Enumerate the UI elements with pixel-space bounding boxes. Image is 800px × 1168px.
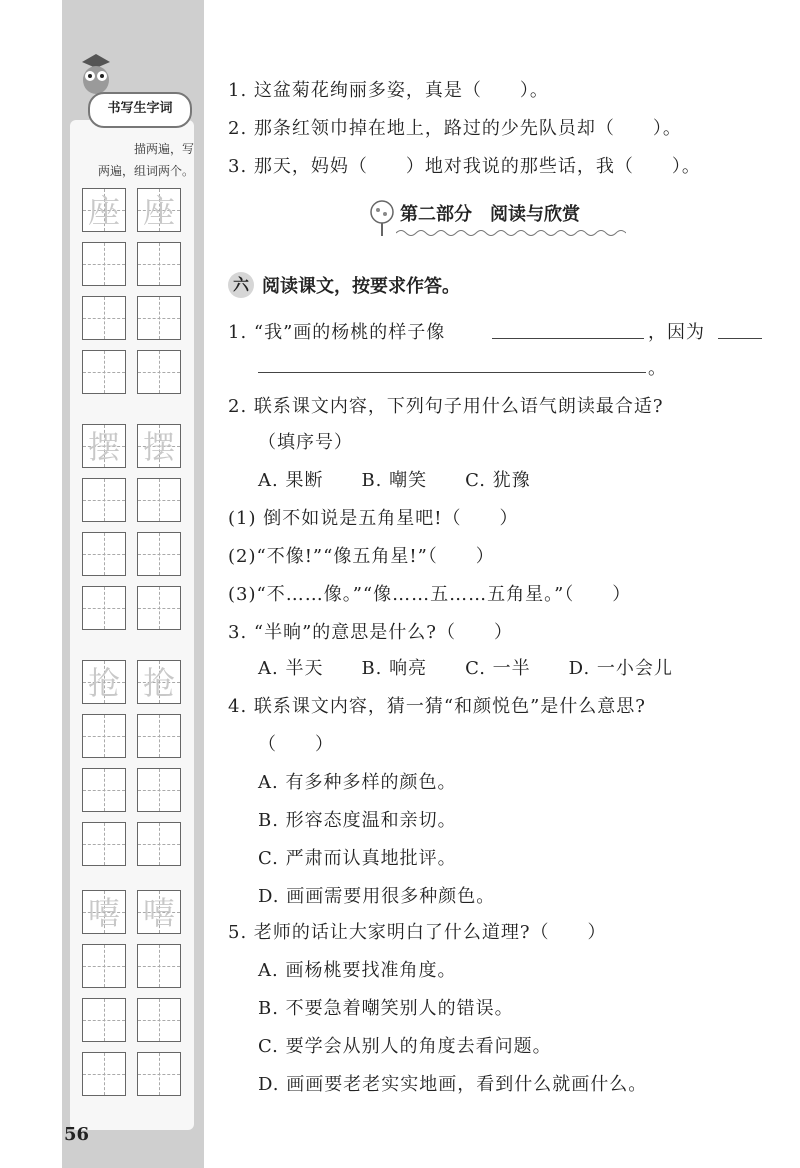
wave-divider <box>396 226 626 240</box>
trace-char: 嘻 <box>142 894 175 932</box>
trace-char: 座 <box>87 192 120 230</box>
word-grid[interactable] <box>137 998 181 1042</box>
question-5: 5. 老师的话让大家明白了什么道理?（ ） <box>228 922 607 943</box>
word-grid[interactable] <box>137 532 181 576</box>
strip-instructions <box>82 138 194 182</box>
question-2-item-3: (3)“不……像。”“像……五……五角星。”（ ） <box>228 584 632 605</box>
trace-grid[interactable] <box>82 890 126 934</box>
write-grid[interactable] <box>82 944 126 988</box>
word-grid[interactable] <box>137 350 181 394</box>
word-grid[interactable] <box>82 350 126 394</box>
trace-grid[interactable] <box>137 188 181 232</box>
owl-mascot-icon <box>78 52 114 96</box>
trace-grid[interactable] <box>82 424 126 468</box>
part-six-title: 阅读课文，按要求作答。 <box>262 276 460 297</box>
strip-note-line2: 两遍，组词两个。 <box>97 164 194 178</box>
write-grid[interactable] <box>137 714 181 758</box>
trace-grid[interactable] <box>137 424 181 468</box>
strip-title: 书写生字词 <box>88 92 192 128</box>
trace-grid[interactable] <box>82 660 126 704</box>
trace-char: 抢 <box>87 664 120 702</box>
question-3-options: A. 半天 B. 响亮 C. 一半 D. 一小会儿 <box>258 658 673 679</box>
question-4-answer-blank: （ ） <box>258 734 334 755</box>
question-1-part-a: 1. “我”画的杨桃的样子像 <box>228 322 446 343</box>
trace-char: 座 <box>142 192 175 230</box>
word-grid[interactable] <box>137 1052 181 1096</box>
question-5-option-d: D. 画画要老老实实地画，看到什么就画什么。 <box>258 1074 648 1095</box>
answer-blank[interactable] <box>718 338 762 339</box>
section-title: 第二部分 阅读与欣赏 <box>400 204 580 225</box>
part-six-badge: 六 <box>228 272 254 298</box>
write-grid[interactable] <box>137 478 181 522</box>
question-4: 4. 联系课文内容，猜一猜“和颜悦色”是什么意思? <box>228 696 646 717</box>
answer-blank[interactable] <box>258 372 646 373</box>
write-grid[interactable] <box>82 714 126 758</box>
question-4-option-d: D. 画画需要用很多种颜色。 <box>258 886 496 907</box>
question-3: 3. “半晌”的意思是什么?（ ） <box>228 622 513 643</box>
question-2-item-1: (1) 倒不如说是五角星吧!（ ） <box>228 508 519 529</box>
write-grid[interactable] <box>137 944 181 988</box>
word-grid[interactable] <box>82 998 126 1042</box>
question-1-part-b: ，因为 <box>648 322 705 343</box>
word-grid[interactable] <box>137 296 181 340</box>
fill-question-1: 1. 这盆菊花绚丽多姿，真是（ ）。 <box>228 80 549 101</box>
trace-char: 嘻 <box>87 894 120 932</box>
question-2-subtitle: （填序号） <box>258 432 353 453</box>
trace-grid[interactable] <box>82 188 126 232</box>
word-grid[interactable] <box>82 586 126 630</box>
word-grid[interactable] <box>82 822 126 866</box>
trace-char: 抢 <box>142 664 175 702</box>
question-4-option-c: C. 严肃而认真地批评。 <box>258 848 457 869</box>
question-2-item-2: (2)“不像!”“像五角星!”（ ） <box>228 546 495 567</box>
trace-char: 摆 <box>142 428 175 466</box>
write-grid[interactable] <box>82 242 126 286</box>
write-grid[interactable] <box>82 478 126 522</box>
page-number: 56 <box>64 1124 90 1145</box>
trace-grid[interactable] <box>137 890 181 934</box>
question-4-option-a: A. 有多种多样的颜色。 <box>258 772 457 793</box>
word-grid[interactable] <box>82 768 126 812</box>
fill-question-2: 2. 那条红领巾掉在地上，路过的少先队员却（ ）。 <box>228 118 682 139</box>
question-2-options: A. 果断 B. 嘲笑 C. 犹豫 <box>258 470 531 491</box>
answer-blank[interactable] <box>492 338 644 339</box>
trace-grid[interactable] <box>137 660 181 704</box>
strip-note-line1: 描两遍，写 <box>133 142 194 156</box>
word-grid[interactable] <box>137 586 181 630</box>
question-1-end: 。 <box>648 358 667 379</box>
write-grid[interactable] <box>137 242 181 286</box>
question-5-option-c: C. 要学会从别人的角度去看问题。 <box>258 1036 552 1057</box>
word-grid[interactable] <box>137 822 181 866</box>
question-2: 2. 联系课文内容，下列句子用什么语气朗读最合适? <box>228 396 664 417</box>
question-5-option-b: B. 不要急着嘲笑别人的错误。 <box>258 998 514 1019</box>
word-grid[interactable] <box>82 532 126 576</box>
word-grid[interactable] <box>82 1052 126 1096</box>
fill-question-3: 3. 那天，妈妈（ ）地对我说的那些话，我（ ）。 <box>228 156 701 177</box>
word-grid[interactable] <box>82 296 126 340</box>
question-5-option-a: A. 画杨桃要找准角度。 <box>258 960 457 981</box>
word-grid[interactable] <box>137 768 181 812</box>
trace-char: 摆 <box>87 428 120 466</box>
question-4-option-b: B. 形容态度温和亲切。 <box>258 810 457 831</box>
